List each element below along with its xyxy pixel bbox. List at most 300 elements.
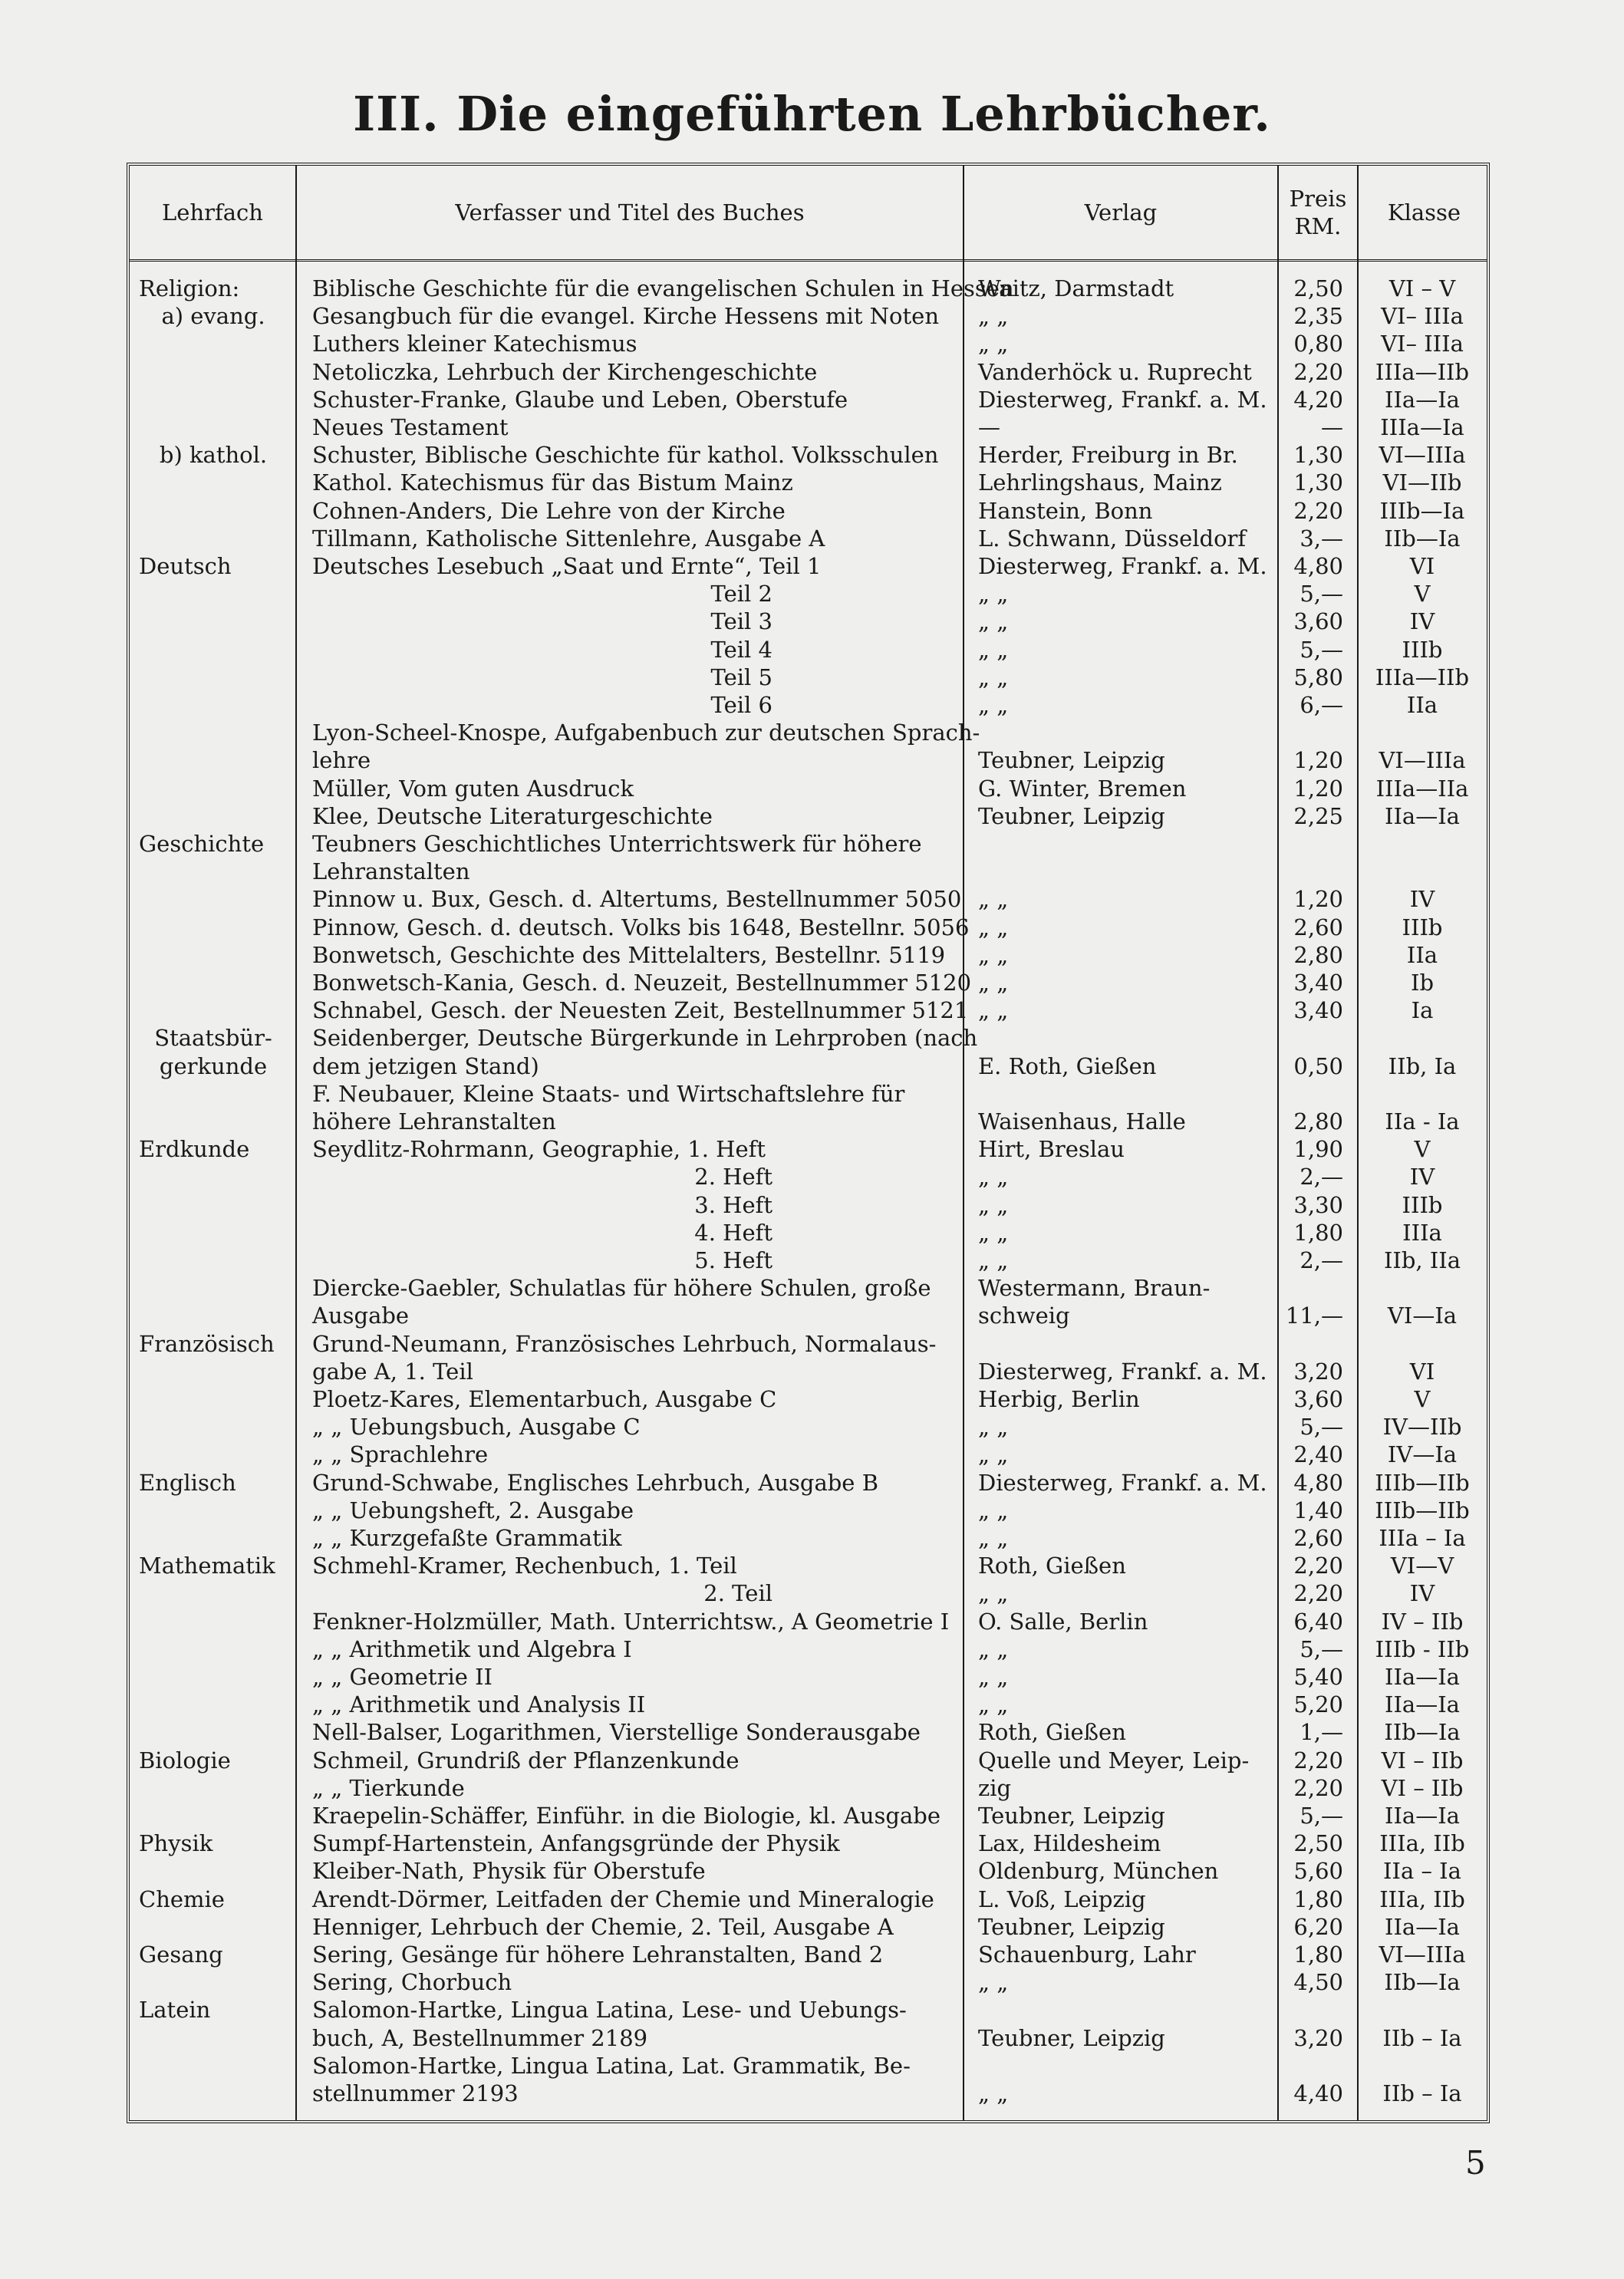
table-row [130, 1080, 1490, 1108]
cell-publisher: „ „ [978, 1664, 1009, 1690]
table-row [130, 1441, 1490, 1468]
cell-price: 1,30 [1293, 469, 1343, 496]
cell-subject: Französisch [139, 1330, 275, 1357]
cell-grade: IIIb [1402, 914, 1443, 940]
table-row [130, 552, 1490, 580]
table-row [130, 802, 1490, 830]
cell-book: „ „ Uebungsheft, 2. Ausgabe [312, 1497, 634, 1523]
header-publisher-label: Verlag [1084, 199, 1158, 226]
cell-grade: IIIb—IIb [1375, 1497, 1470, 1523]
cell-publisher: „ „ [978, 1580, 1009, 1607]
cell-book: Klee, Deutsche Literaturgeschichte [312, 802, 713, 829]
cell-publisher: „ „ [978, 1691, 1009, 1718]
cell-grade: IIIa – Ia [1379, 1525, 1466, 1551]
cell-grade: IV—IIb [1382, 1414, 1462, 1441]
table-row [130, 1774, 1490, 1802]
table-row [130, 1302, 1490, 1329]
table-row [130, 580, 1490, 608]
table-row [130, 1635, 1490, 1663]
cell-price: 4,20 [1293, 386, 1343, 413]
table-row [130, 1747, 1490, 1774]
cell-grade: VI– IIIa [1381, 331, 1464, 357]
cell-book: stellnummer 2193 [312, 2080, 519, 2106]
cell-book: 4. Heft [694, 1219, 772, 1246]
cell-publisher: Teubner, Leipzig [978, 1803, 1165, 1829]
cell-grade: IIIa, IIb [1379, 1830, 1465, 1857]
cell-book: Kathol. Katechismus für das Bistum Mainz [312, 469, 793, 496]
table-row [130, 275, 1490, 302]
cell-grade: VI [1409, 553, 1435, 579]
cell-price: 0,50 [1293, 1052, 1343, 1079]
cell-book: Pinnow, Gesch. d. deutsch. Volks bis 1648, Bestellnr. 5056 [312, 914, 970, 940]
cell-book: höhere Lehranstalten [312, 1108, 556, 1135]
cell-price: 6,— [1300, 692, 1343, 718]
cell-publisher: zig [978, 1774, 1012, 1801]
cell-book: Teil 6 [710, 692, 772, 718]
cell-grade: IIb, IIa [1383, 1247, 1461, 1273]
cell-grade: IIb, Ia [1388, 1052, 1457, 1079]
cell-book: Kraepelin-Schäffer, Einführ. in die Biologie, kl. Ausgabe [312, 1803, 940, 1829]
cell-publisher: L. Voß, Leipzig [978, 1885, 1146, 1912]
cell-book: Gesangbuch für die evangel. Kirche Hessens mit Noten [312, 303, 940, 330]
table-row [130, 1219, 1490, 1247]
cell-grade: Ia [1411, 997, 1434, 1024]
cell-book: Bonwetsch, Geschichte des Mittelalters, Bestellnr. 5119 [312, 941, 946, 968]
table-row [130, 1829, 1490, 1857]
cell-publisher: Diesterweg, Frankf. a. M. [978, 1358, 1267, 1385]
cell-publisher: L. Schwann, Düsseldorf [978, 525, 1247, 552]
table-row [130, 2024, 1490, 2052]
cell-book: Schuster, Biblische Geschichte für kathol. Volksschulen [312, 442, 939, 469]
table-row [130, 719, 1490, 746]
table-row [130, 2052, 1490, 2080]
cell-publisher: Hirt, Breslau [978, 1136, 1125, 1163]
table-row [130, 1524, 1490, 1552]
cell-price: 2,20 [1293, 358, 1343, 385]
cell-grade: IIa—Ia [1385, 1664, 1460, 1690]
cell-book: Schnabel, Gesch. der Neuesten Zeit, Bestellnummer 5121 [312, 997, 969, 1024]
cell-price: 5,60 [1293, 1858, 1343, 1885]
table-row [130, 885, 1490, 913]
cell-book: Teil 4 [710, 636, 772, 663]
cell-publisher: — [978, 414, 1000, 440]
cell-publisher: „ „ [978, 581, 1009, 608]
table-row [130, 1163, 1490, 1191]
cell-grade: IIb—Ia [1384, 525, 1461, 552]
cell-publisher: schweig [978, 1303, 1070, 1329]
cell-price: 0,80 [1293, 331, 1343, 357]
cell-book: 3. Heft [694, 1191, 772, 1218]
cell-price: 2,60 [1293, 914, 1343, 940]
cell-price: 1,20 [1293, 747, 1343, 774]
cell-publisher: „ „ [978, 1635, 1009, 1662]
cell-price: 2,80 [1293, 1108, 1343, 1135]
cell-grade: IIb – Ia [1382, 2080, 1462, 2106]
cell-book: Kleiber-Nath, Physik für Oberstufe [312, 1858, 706, 1885]
table-row [130, 330, 1490, 357]
cell-grade: IIb – Ia [1382, 2024, 1462, 2051]
cell-price: 3,— [1300, 525, 1343, 552]
cell-publisher: Oldenburg, München [978, 1858, 1219, 1885]
table-row [130, 691, 1490, 719]
table-row [130, 1052, 1490, 1080]
cell-publisher: „ „ [978, 692, 1009, 718]
cell-publisher: „ „ [978, 1441, 1009, 1468]
cell-price: 3,40 [1293, 970, 1343, 996]
table-row [130, 1802, 1490, 1829]
table-row [130, 1385, 1490, 1413]
cell-grade: VI—IIb [1382, 469, 1462, 496]
cell-publisher: Diesterweg, Frankf. a. M. [978, 1469, 1267, 1496]
cell-grade: V [1414, 1136, 1431, 1163]
table-row [130, 664, 1490, 691]
cell-subject: Chemie [139, 1885, 225, 1912]
cell-publisher: „ „ [978, 1525, 1009, 1551]
cell-subject: Mathematik [139, 1553, 275, 1579]
cell-price: 4,80 [1293, 1469, 1343, 1496]
table-row [130, 1469, 1490, 1497]
cell-publisher: „ „ [978, 1497, 1009, 1523]
cell-grade: IV [1409, 608, 1435, 635]
cell-price: 4,40 [1293, 2080, 1343, 2106]
cell-book: „ „ Sprachlehre [312, 1441, 489, 1468]
cell-price: 3,20 [1293, 1358, 1343, 1385]
table-row [130, 1718, 1490, 1746]
cell-grade: IIa - Ia [1385, 1108, 1460, 1135]
table-row [130, 1996, 1490, 2024]
cell-publisher: E. Roth, Gießen [978, 1052, 1157, 1079]
table-row [130, 775, 1490, 802]
table-row [130, 358, 1490, 386]
cell-grade: VI—IIIa [1379, 442, 1466, 469]
cell-book: Sumpf-Hartenstein, Anfangsgründe der Physik [312, 1830, 840, 1857]
table-row [130, 1691, 1490, 1718]
cell-price: 1,80 [1293, 1885, 1343, 1912]
cell-publisher: Teubner, Leipzig [978, 1913, 1165, 1940]
table-row [130, 1413, 1490, 1441]
cell-book: Seidenberger, Deutsche Bürgerkunde in Lehrproben (nach [312, 1025, 978, 1052]
cell-publisher: „ „ [978, 1191, 1009, 1218]
cell-book: Grund-Neumann, Französisches Lehrbuch, Normalaus- [312, 1330, 937, 1357]
cell-publisher: Diesterweg, Frankf. a. M. [978, 553, 1267, 579]
cell-publisher: „ „ [978, 331, 1009, 357]
table-row [130, 469, 1490, 496]
table-row [130, 1330, 1490, 1358]
cell-grade: VI – IIb [1381, 1747, 1464, 1773]
cell-price: 5,— [1300, 581, 1343, 608]
cell-grade: VI – IIb [1381, 1774, 1464, 1801]
cell-book: Nell-Balser, Logarithmen, Vierstellige Sonderausgabe [312, 1719, 921, 1746]
cell-book: „ „ Geometrie II [312, 1664, 493, 1690]
cell-grade: IIa [1406, 692, 1438, 718]
cell-publisher: „ „ [978, 1219, 1009, 1246]
cell-publisher: „ „ [978, 914, 1009, 940]
table-row [130, 497, 1490, 525]
cell-publisher: O. Salle, Berlin [978, 1608, 1148, 1635]
cell-publisher: „ „ [978, 1164, 1009, 1191]
cell-book: Lyon-Scheel-Knospe, Aufgabenbuch zur deutschen Sprach- [312, 720, 980, 746]
cell-publisher: Teubner, Leipzig [978, 2024, 1165, 2051]
cell-subject: Englisch [139, 1469, 236, 1496]
table-row [130, 746, 1490, 774]
table-row [130, 302, 1490, 330]
cell-publisher: „ „ [978, 1247, 1009, 1273]
cell-price: 3,40 [1293, 997, 1343, 1024]
cell-publisher: Herder, Freiburg in Br. [978, 442, 1238, 469]
cell-publisher: Schauenburg, Lahr [978, 1941, 1196, 1968]
cell-grade: IIIb [1402, 636, 1443, 663]
cell-grade: IV—Ia [1387, 1441, 1458, 1468]
header-price-unit: RM. [1294, 213, 1342, 239]
cell-grade: IV – IIb [1381, 1608, 1464, 1635]
cell-price: 1,— [1300, 1719, 1343, 1746]
cell-publisher: Diesterweg, Frankf. a. M. [978, 386, 1267, 413]
cell-grade: IIIa—Ia [1380, 414, 1464, 440]
cell-price: 5,— [1300, 1803, 1343, 1829]
cell-grade: VI [1409, 1358, 1435, 1385]
cell-subject: Erdkunde [139, 1136, 250, 1163]
table-header [130, 166, 1487, 262]
cell-book: F. Neubauer, Kleine Staats- und Wirtschaftslehre für [312, 1080, 905, 1107]
cell-book: Henniger, Lehrbuch der Chemie, 2. Teil, Ausgabe A [312, 1913, 894, 1940]
cell-book: buch, A, Bestellnummer 2189 [312, 2024, 648, 2051]
cell-book: Netoliczka, Lehrbuch der Kirchengeschichte [312, 358, 818, 385]
cell-price: 5,— [1300, 1414, 1343, 1441]
table-row [130, 1191, 1490, 1219]
cell-grade: VI—V [1390, 1553, 1454, 1579]
cell-book: Schuster-Franke, Glaube und Leben, Oberstufe [312, 386, 848, 413]
cell-book: Ausgabe [312, 1303, 410, 1329]
header-price-label: Preis [1289, 185, 1347, 212]
cell-price: 2,80 [1293, 941, 1343, 968]
cell-publisher: „ „ [978, 664, 1009, 690]
cell-publisher: Teubner, Leipzig [978, 747, 1165, 774]
cell-price: 1,80 [1293, 1941, 1343, 1968]
cell-book: dem jetzigen Stand) [312, 1052, 539, 1079]
table-row [130, 1108, 1490, 1135]
cell-price: 5,— [1300, 1635, 1343, 1662]
cell-price: 2,60 [1293, 1525, 1343, 1551]
cell-price: 1,20 [1293, 886, 1343, 913]
cell-grade: IIa—Ia [1385, 1803, 1460, 1829]
cell-publisher: „ „ [978, 1969, 1009, 1996]
cell-publisher: Lax, Hildesheim [978, 1830, 1161, 1857]
table-row [130, 2080, 1490, 2107]
cell-price: 2,— [1300, 1247, 1343, 1273]
table-row [130, 413, 1490, 441]
cell-grade: VI—Ia [1387, 1303, 1458, 1329]
table-row [130, 1941, 1490, 1968]
cell-grade: IIb—Ia [1384, 1969, 1461, 1996]
table-row [130, 830, 1490, 858]
cell-price: 2,25 [1293, 802, 1343, 829]
cell-price: 1,30 [1293, 442, 1343, 469]
table-row [130, 636, 1490, 664]
cell-price: — [1321, 414, 1343, 440]
cell-publisher: Hanstein, Bonn [978, 497, 1153, 524]
cell-book: Schmehl-Kramer, Rechenbuch, 1. Teil [312, 1553, 737, 1579]
cell-book: „ „ Kurzgefaßte Grammatik [312, 1525, 622, 1551]
cell-publisher: „ „ [978, 636, 1009, 663]
cell-publisher: „ „ [978, 608, 1009, 635]
cell-grade: IIIb - IIb [1375, 1635, 1470, 1662]
cell-publisher: „ „ [978, 970, 1009, 996]
cell-grade: V [1414, 1386, 1431, 1412]
cell-book: gabe A, 1. Teil [312, 1358, 473, 1385]
table-row [130, 1135, 1490, 1163]
cell-grade: IIIa—IIb [1375, 358, 1470, 385]
cell-publisher: „ „ [978, 1414, 1009, 1441]
header-publisher [964, 166, 1277, 259]
header-author-title-label: Verfasser und Titel des Buches [455, 199, 805, 226]
cell-book: Bonwetsch-Kania, Gesch. d. Neuzeit, Bestellnummer 5120 [312, 970, 972, 996]
cell-book: Ploetz-Kares, Elementarbuch, Ausgabe C [312, 1386, 777, 1412]
page-title: III. Die eingeführten Lehrbücher. [353, 86, 1271, 142]
cell-publisher: Vanderhöck u. Ruprecht [978, 358, 1252, 385]
cell-subject: Latein [139, 1997, 211, 2024]
table-row [130, 1579, 1490, 1607]
cell-book: Sering, Chorbuch [312, 1969, 512, 1996]
cell-price: 5,80 [1293, 664, 1343, 690]
cell-book: Sering, Gesänge für höhere Lehranstalten, Band 2 [312, 1941, 884, 1968]
cell-price: 2,20 [1293, 1774, 1343, 1801]
cell-book: Müller, Vom guten Ausdruck [312, 775, 634, 802]
cell-book: lehre [312, 747, 371, 774]
cell-price: 3,60 [1293, 608, 1343, 635]
table-row [130, 1913, 1490, 1941]
cell-grade: VI—IIIa [1379, 1941, 1466, 1968]
cell-price: 2,50 [1293, 275, 1343, 301]
cell-book: Deutsches Lesebuch „Saat und Ernte“, Teil 1 [312, 553, 822, 579]
cell-book: Teil 3 [710, 608, 772, 635]
cell-price: 2,50 [1293, 1830, 1343, 1857]
cell-book: Fenkner-Holzmüller, Math. Unterrichtsw., A Geometrie I [312, 1608, 950, 1635]
cell-price: 2,35 [1293, 303, 1343, 330]
table-row [130, 525, 1490, 552]
cell-price: 6,40 [1293, 1608, 1343, 1635]
cell-grade: IIIa, IIb [1379, 1885, 1465, 1912]
table-row [130, 914, 1490, 941]
cell-grade: IIa—Ia [1385, 1913, 1460, 1940]
cell-grade: IIa – Ia [1383, 1858, 1461, 1885]
cell-price: 1,90 [1293, 1136, 1343, 1163]
cell-grade: IIa [1406, 941, 1438, 968]
table-row [130, 1024, 1490, 1052]
cell-book: Biblische Geschichte für die evangelischen Schulen in Hessen [312, 275, 1014, 301]
cell-price: 3,60 [1293, 1386, 1343, 1412]
cell-grade: IIIa—IIa [1375, 775, 1469, 802]
table-row [130, 1358, 1490, 1385]
cell-price: 1,20 [1293, 775, 1343, 802]
cell-book: 2. Teil [703, 1580, 772, 1607]
table-row [130, 996, 1490, 1024]
cell-publisher: „ „ [978, 997, 1009, 1024]
cell-grade: IIa—Ia [1385, 386, 1460, 413]
table-row [130, 1552, 1490, 1579]
header-subject-label: Lehrfach [162, 199, 263, 226]
cell-grade: IV [1409, 1164, 1435, 1191]
cell-subject: Religion: [139, 275, 240, 301]
table-row [130, 1663, 1490, 1691]
cell-book: „ „ Uebungsbuch, Ausgabe C [312, 1414, 641, 1441]
cell-price: 3,20 [1293, 2024, 1343, 2051]
cell-book: 5. Heft [694, 1247, 772, 1273]
cell-price: 1,80 [1293, 1219, 1343, 1246]
table-row [130, 1857, 1490, 1885]
cell-price: 2,— [1300, 1164, 1343, 1191]
cell-grade: IIIb [1402, 1191, 1443, 1218]
table-row [130, 1608, 1490, 1635]
cell-grade: IIIb—Ia [1379, 497, 1465, 524]
cell-book: Seydlitz-Rohrmann, Geographie, 1. Heft [312, 1136, 766, 1163]
cell-book: „ „ Arithmetik und Algebra I [312, 1635, 632, 1662]
cell-price: 5,— [1300, 636, 1343, 663]
cell-book: Teil 2 [710, 581, 772, 608]
header-author-title [297, 166, 963, 259]
cell-publisher: Roth, Gießen [978, 1719, 1126, 1746]
table-row [130, 1247, 1490, 1274]
table-row [130, 1885, 1490, 1913]
cell-grade: VI—IIIa [1379, 747, 1466, 774]
cell-price: 2,40 [1293, 1441, 1343, 1468]
cell-publisher: Quelle und Meyer, Leip- [978, 1747, 1250, 1773]
cell-grade: Ib [1410, 970, 1435, 996]
table-row [130, 941, 1490, 969]
cell-book: Grund-Schwabe, Englisches Lehrbuch, Ausgabe B [312, 1469, 878, 1496]
cell-grade: VI – V [1388, 275, 1456, 301]
cell-subject: Staatsbür- [154, 1025, 272, 1052]
cell-price: 2,20 [1293, 497, 1343, 524]
cell-book: Pinnow u. Bux, Gesch. d. Altertums, Bestellnummer 5050 [312, 886, 962, 913]
cell-book: Tillmann, Katholische Sittenlehre, Ausgabe A [312, 525, 825, 552]
cell-book: Cohnen-Anders, Die Lehre von der Kirche [312, 497, 786, 524]
cell-book: Neues Testament [312, 414, 509, 440]
cell-price: 6,20 [1293, 1913, 1343, 1940]
page-number: 5 [1465, 2144, 1486, 2182]
cell-book: Arendt-Dörmer, Leitfaden der Chemie und Mineralogie [312, 1885, 934, 1912]
cell-grade: IV [1409, 1580, 1435, 1607]
cell-price: 2,20 [1293, 1747, 1343, 1773]
cell-price: 5,40 [1293, 1664, 1343, 1690]
cell-publisher: Waitz, Darmstadt [978, 275, 1174, 301]
cell-book: Teubners Geschichtliches Unterrichtswerk für höhere [312, 831, 922, 857]
cell-price: 3,30 [1293, 1191, 1343, 1218]
cell-book: Lehranstalten [312, 858, 470, 885]
cell-book: Salomon-Hartke, Lingua Latina, Lat. Grammatik, Be- [312, 2052, 911, 2079]
cell-grade: IIb—Ia [1384, 1719, 1461, 1746]
header-grade-label: Klasse [1387, 199, 1461, 226]
cell-grade: V [1414, 581, 1431, 608]
header-price [1279, 166, 1357, 259]
cell-grade: IIIa [1402, 1219, 1442, 1246]
cell-publisher: „ „ [978, 303, 1009, 330]
cell-price: 2,20 [1293, 1553, 1343, 1579]
cell-subject: Gesang [139, 1941, 223, 1968]
cell-book: Diercke-Gaebler, Schulatlas für höhere Schulen, große [312, 1275, 931, 1302]
cell-subject: b) kathol. [159, 442, 268, 469]
cell-book: 2. Heft [694, 1164, 772, 1191]
cell-publisher: „ „ [978, 886, 1009, 913]
cell-subject: Geschichte [139, 831, 265, 857]
table-row [130, 386, 1490, 413]
table-row [130, 858, 1490, 885]
table-row [130, 608, 1490, 635]
cell-grade: VI– IIIa [1381, 303, 1464, 330]
cell-book: Schmeil, Grundriß der Pflanzenkunde [312, 1747, 740, 1773]
cell-publisher: Lehrlingshaus, Mainz [978, 469, 1222, 496]
textbook-table [127, 163, 1490, 2123]
cell-price: 11,— [1285, 1303, 1343, 1329]
